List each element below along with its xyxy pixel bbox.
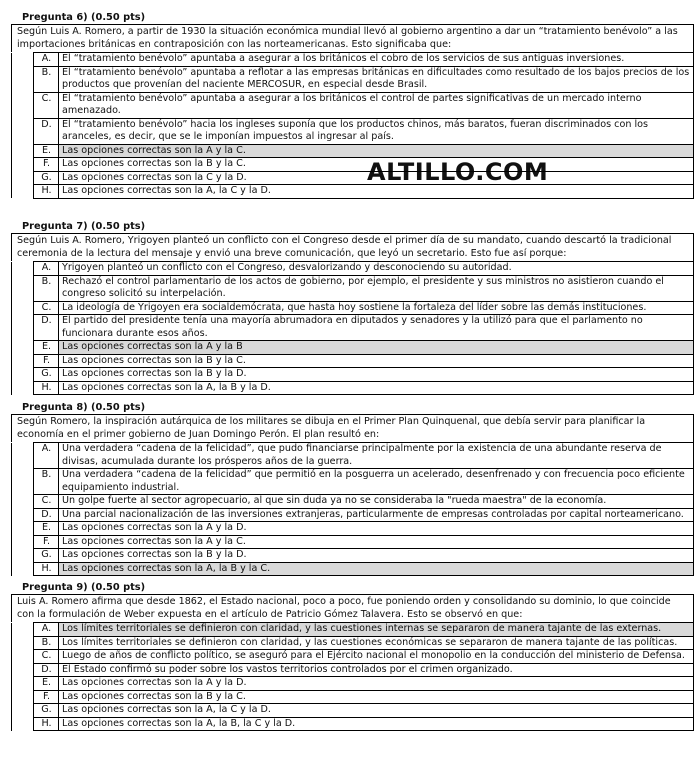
option-row[interactable] xyxy=(12,704,694,718)
option-row[interactable] xyxy=(12,53,694,67)
option-letter: H. xyxy=(34,717,59,731)
option-row[interactable] xyxy=(12,508,694,522)
option-letter: G. xyxy=(34,549,59,563)
option-text: Rechazó el control parlamentario de los actos de gobierno, por ejemplo, el presidente y sus ministros no asistieron cuando el congreso solicitó su interpelación. xyxy=(59,275,694,301)
option-text: Las opciones correctas son la A, la B, la C y la D. xyxy=(59,717,694,731)
option-text: Las opciones correctas son la B y la C. xyxy=(59,690,694,704)
option-row[interactable] xyxy=(12,549,694,563)
question-stem: Según Romero, la inspiración autárquica de los militares se dibuja en el Primer Plan Quinquenal, que debía servir para planificar la economía en el primer gobierno de Juan Domingo Perón. El plan resultó en: xyxy=(11,414,694,442)
question-stem: Según Luis A. Romero, Yrigoyen planteó un conflicto con el Congreso desde el primer día de su mandato, cuando descartó la tradicional ceremonia de la lectura del mensaje y envió una breve comunicación, que leyó un secretario. Esto fue así porque: xyxy=(11,233,694,261)
option-letter: C. xyxy=(34,301,59,315)
option-row[interactable] xyxy=(12,495,694,509)
option-text: El “tratamiento benévolo” apuntaba a reflotar a las empresas británicas en dificultades como resultado de los bajos precios de los productos que provenían del naciente MERCOSUR, en especial desde Brasil. xyxy=(59,66,694,92)
option-text: Las opciones correctas son la B y la C. xyxy=(59,158,694,172)
option-letter: D. xyxy=(34,663,59,677)
option-text: Las opciones correctas son la B y la D. xyxy=(59,368,694,382)
option-letter: C. xyxy=(34,495,59,509)
option-letter: G. xyxy=(34,368,59,382)
option-letter: A. xyxy=(34,443,59,469)
option-text: El “tratamiento benévolo” apuntaba a asegurar a los británicos el control de partes significativas de un mercado interno amenazado. xyxy=(59,92,694,118)
option-letter: F. xyxy=(34,354,59,368)
option-letter: E. xyxy=(34,144,59,158)
option-row[interactable] xyxy=(12,262,694,276)
option-letter: H. xyxy=(34,381,59,395)
option-text: Los límites territoriales se definieron con claridad, y las cuestiones económicas se separaron de manera tajante de las políticas. xyxy=(59,636,694,650)
option-row-selected[interactable] xyxy=(12,341,694,355)
option-text: Las opciones correctas son la A, la B y la C. xyxy=(59,562,694,576)
option-letter: B. xyxy=(34,275,59,301)
option-row[interactable] xyxy=(12,690,694,704)
option-row[interactable] xyxy=(12,650,694,664)
options-table xyxy=(11,261,694,395)
option-row[interactable] xyxy=(12,677,694,691)
option-row[interactable] xyxy=(12,118,694,144)
option-text: Las opciones correctas son la A, la B y la D. xyxy=(59,381,694,395)
option-row[interactable] xyxy=(12,315,694,341)
option-letter: F. xyxy=(34,158,59,172)
option-row[interactable] xyxy=(12,171,694,185)
option-row[interactable] xyxy=(12,354,694,368)
option-text: Las opciones correctas son la A, la C y la D. xyxy=(59,704,694,718)
option-letter: C. xyxy=(34,92,59,118)
option-letter: E. xyxy=(34,522,59,536)
option-row-selected[interactable] xyxy=(12,144,694,158)
option-text: Las opciones correctas son la A, la C y la D. xyxy=(59,185,694,199)
option-letter: B. xyxy=(34,636,59,650)
option-letter: D. xyxy=(34,508,59,522)
option-row[interactable] xyxy=(12,535,694,549)
option-text: Las opciones correctas son la A y la C. xyxy=(59,144,694,158)
option-row-selected[interactable] xyxy=(12,562,694,576)
watermark: ALTILLO.COM xyxy=(367,158,549,186)
options-table xyxy=(11,442,694,576)
question-9 xyxy=(11,581,694,731)
option-row[interactable] xyxy=(12,381,694,395)
option-text: Las opciones correctas son la A y la D. xyxy=(59,677,694,691)
option-text: Una parcial nacionalización de las inversiones extranjeras, particularmente de empresas controladas por capital norteamericano. xyxy=(59,508,694,522)
option-letter: A. xyxy=(34,262,59,276)
question-title: Pregunta 9) (0.50 pts) xyxy=(22,582,146,593)
option-letter: A. xyxy=(34,623,59,637)
option-row[interactable] xyxy=(12,368,694,382)
option-letter: B. xyxy=(34,66,59,92)
option-text: El partido del presidente tenía una mayoría abrumadora en diputados y senadores y la utilizó para que el parlamento no funcionara durante esos años. xyxy=(59,315,694,341)
option-row-selected[interactable] xyxy=(12,623,694,637)
option-letter: D. xyxy=(34,118,59,144)
question-8 xyxy=(11,401,694,576)
option-text: Las opciones correctas son la B y la C. xyxy=(59,354,694,368)
option-text: Un golpe fuerte al sector agropecuario, al que sin duda ya no se consideraba la "rueda maestra" de la economía. xyxy=(59,495,694,509)
option-row[interactable] xyxy=(12,522,694,536)
option-text: El Estado confirmó su poder sobre los vastos territorios controlados por el crimen organizado. xyxy=(59,663,694,677)
option-text: El “tratamiento benévolo” apuntaba a asegurar a los británicos el cobro de los servicios de sus antiguas inversiones. xyxy=(59,53,694,67)
option-letter: G. xyxy=(34,704,59,718)
option-letter: B. xyxy=(34,469,59,495)
option-letter: G. xyxy=(34,171,59,185)
options-table xyxy=(11,52,694,199)
option-letter: F. xyxy=(34,690,59,704)
option-text: La ideología de Yrigoyen era socialdemócrata, que hasta hoy sostiene la fortaleza del líder sobre las demás instituciones. xyxy=(59,301,694,315)
question-stem: Luis A. Romero afirma que desde 1862, el Estado nacional, poco a poco, fue poniendo orden y consolidando su dominio, lo que coincide con la formulación de Weber expuesta en el artículo de Patricio Gómez Talavera. Esto se observó en que: xyxy=(11,594,694,622)
option-letter: A. xyxy=(34,53,59,67)
question-7 xyxy=(11,220,694,395)
question-title: Pregunta 6) (0.50 pts) xyxy=(22,12,146,23)
option-row[interactable] xyxy=(12,92,694,118)
option-text: Luego de años de conflicto político, se aseguró para el Ejército nacional el monopolio en la conducción del ministerio de Defensa. xyxy=(59,650,694,664)
option-row[interactable] xyxy=(12,158,694,172)
option-letter: D. xyxy=(34,315,59,341)
option-row[interactable] xyxy=(12,275,694,301)
option-row[interactable] xyxy=(12,636,694,650)
option-row[interactable] xyxy=(12,301,694,315)
option-letter: E. xyxy=(34,677,59,691)
option-text: Las opciones correctas son la A y la B xyxy=(59,341,694,355)
question-title: Pregunta 7) (0.50 pts) xyxy=(22,221,146,232)
options-table xyxy=(11,622,694,731)
option-text: Una verdadera “cadena de la felicidad” que permitió en la posguerra un acelerado, desenfrenado y con frecuencia poco eficiente equipamiento industrial. xyxy=(59,469,694,495)
option-text: El “tratamiento benévolo” hacia los ingleses suponía que los productos chinos, más baratos, fueran discriminados con los aranceles, es decir, que se le imponían impuestos al ingresar al país. xyxy=(59,118,694,144)
option-text: Las opciones correctas son la B y la D. xyxy=(59,549,694,563)
option-letter: F. xyxy=(34,535,59,549)
option-text: Las opciones correctas son la A y la C. xyxy=(59,535,694,549)
option-text: Las opciones correctas son la A y la D. xyxy=(59,522,694,536)
option-row[interactable] xyxy=(12,469,694,495)
question-6 xyxy=(11,11,694,199)
option-row[interactable] xyxy=(12,185,694,199)
option-letter: H. xyxy=(34,562,59,576)
option-text: Yrigoyen planteó un conflicto con el Congreso, desvalorizando y desconociendo su autoridad. xyxy=(59,262,694,276)
question-stem: Según Luis A. Romero, a partir de 1930 la situación económica mundial llevó al gobierno argentino a dar un “tratamiento benévolo” a las importaciones británicas en contraposición con las norteamericanas. Esto significaba que: xyxy=(11,24,694,52)
question-title: Pregunta 8) (0.50 pts) xyxy=(22,402,146,413)
option-row[interactable] xyxy=(12,443,694,469)
option-row[interactable] xyxy=(12,66,694,92)
option-row[interactable] xyxy=(12,663,694,677)
option-letter: H. xyxy=(34,185,59,199)
option-row[interactable] xyxy=(12,717,694,731)
option-text: Las opciones correctas son la C y la D. xyxy=(59,171,694,185)
option-letter: C. xyxy=(34,650,59,664)
option-text: Una verdadera “cadena de la felicidad”, que pudo financiarse principalmente por la existencia de una abundante reserva de divisas, acumulada durante los prósperos años de la guerra. xyxy=(59,443,694,469)
option-letter: E. xyxy=(34,341,59,355)
option-text: Los límites territoriales se definieron con claridad, y las cuestiones internas se separaron de manera tajante de las externas. xyxy=(59,623,694,637)
